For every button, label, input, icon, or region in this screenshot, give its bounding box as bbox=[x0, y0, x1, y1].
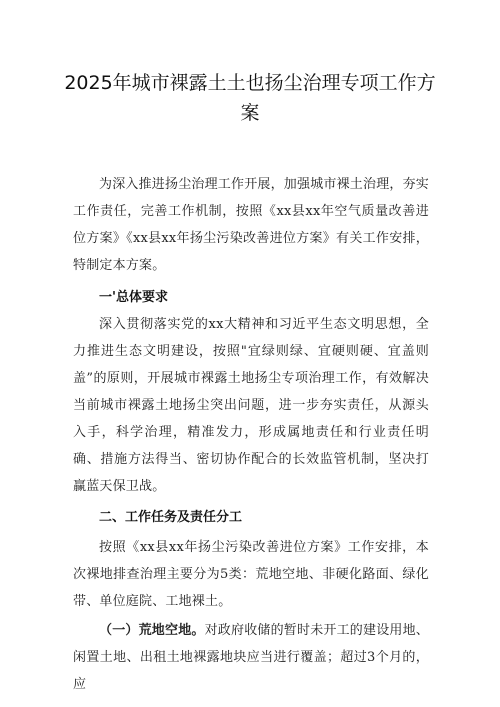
section1-paragraph: 深入贯彻落实党的xx大精神和习近平生态文明思想，全力推进生态文明建设，按照"宜绿则绿、宜硬则硬、宜盖则盖”的原则，开展城市裸露土地扬尘专项治理工作，有效解决当前城市裸露土地扬尘突出问题，进一步夯实责任，从源头入手，科学治理，精准发力，形成属地责任和行业责任明确、措施方法得当、密切协作配合的长效监管机制，坚决打赢蓝天保卫战。 bbox=[73, 317, 429, 494]
item1-paragraph bbox=[73, 617, 429, 698]
intro-paragraph: 为深入推进扬尘治理工作开展，加强城市裸土治理，夯实工作责任，完善工作机制，按照《xx县xx年空气质量改善进位方案》《xx县xx年扬尘污染改善进位方案》有关工作安排，特制定本方案。 bbox=[73, 177, 430, 273]
item1-lead: （一）荒地空地。 bbox=[99, 623, 205, 638]
section2-heading: 二、工作任务及责任分工 bbox=[99, 510, 243, 525]
item1-body: 对政府收储的暂时未开工的建设用地、闲置土地、出租土地裸露地块应当进行覆盖；超过3个月的，应 bbox=[73, 623, 430, 692]
section1-heading: 一'总体要求 bbox=[99, 290, 168, 305]
document-title: 2025年城市裸露土土也扬尘治理专项工作方案 bbox=[64, 72, 436, 124]
section2-paragraph: 按照《xx县xx年扬尘污染改善进位方案》工作安排，本次裸地排查治理主要分为5类：荒地空地、非硬化路面、绿化带、单位庭院、工地裸土。 bbox=[73, 540, 429, 609]
